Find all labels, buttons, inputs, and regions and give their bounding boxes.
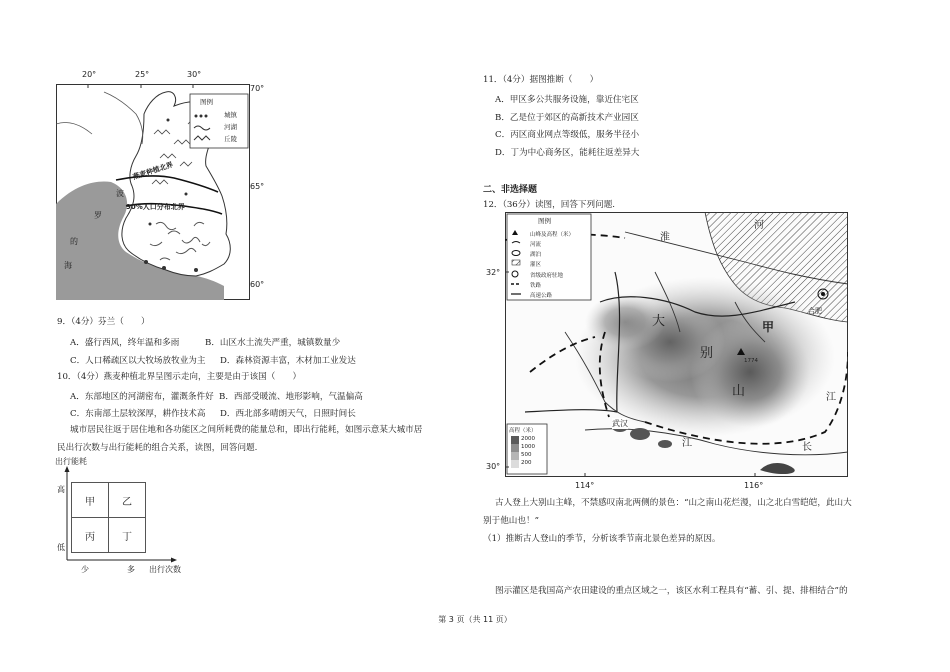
passage2-line1: 古人登上大别山主峰，不禁感叹南北两侧的景色：“山之南山花烂漫，山之北白雪皑皑，此山大 (495, 498, 852, 508)
dabie-legend-lake: 湖泊 (530, 252, 542, 258)
lat-label-60: 60° (250, 280, 265, 289)
q10-option-b: B．西部受暖流、地形影响，气温偏高 (219, 392, 363, 402)
dabie-legend-river: 河流 (530, 242, 542, 248)
elev-200: 200 (521, 460, 532, 466)
dabie-map-graphic (505, 212, 848, 477)
q9-stem: 9．（4分）芬兰（ ） (57, 317, 150, 327)
energy-chart-x-many: 多 (127, 565, 135, 574)
label-huai: 淮 (660, 232, 670, 243)
dabie-legend-railway: 铁路 (530, 283, 542, 289)
dabie-lat-bottom: 30° (486, 462, 501, 471)
section-title: 二、非选择题 (483, 185, 538, 195)
finland-map (50, 70, 275, 302)
lon-label-20: 20° (82, 70, 97, 79)
passage1-line2: 民出行次数与出行能耗的组合关系，读图，回答问题. (57, 443, 258, 453)
energy-chart-y-low: 低 (57, 543, 65, 552)
q11-option-c: C．丙区商业网点等级低，服务半径小 (495, 130, 640, 140)
legend-title: 图例 (200, 98, 213, 106)
dabie-lon-right: 116° (744, 481, 764, 490)
label-jiang: 江 (826, 392, 836, 403)
cell-yi: 乙 (108, 482, 146, 518)
sea-char-1: 波 (116, 189, 124, 198)
page-footer: 第 3 页（共 11 页） (438, 615, 512, 624)
q10-stem: 10．（4分）燕麦种植北界呈图示走向，主要是由于该国（ ） (57, 372, 302, 382)
lon-label-25: 25° (135, 70, 150, 79)
label-wuhan: 武汉 (612, 419, 628, 428)
legend-item-lake: 河湖 (224, 123, 237, 131)
dabie-legend-capital: 省级政府驻地 (530, 273, 564, 279)
passage2-q1: （1）推断古人登山的季节，分析该季节南北景色差异的原因。 (483, 534, 721, 544)
dabie-legend-irrigation: 灌区 (530, 262, 542, 268)
dabie-peak-elev: 1774 (744, 358, 758, 364)
elev-1000: 1000 (521, 444, 535, 450)
finland-map-graphic (56, 84, 250, 300)
passage1-line1: 城市居民往返于居住地和各功能区之间所耗费的能量总和，即出行能耗，如图示意某大城市居 (70, 425, 423, 435)
label-chang: 长 (802, 442, 812, 453)
q12-stem: 12．（36分）读图，回答下列问题. (483, 200, 616, 210)
q11-option-a: A．甲区多公共服务设施，靠近住宅区 (495, 95, 639, 105)
label-shan: 山 (732, 384, 746, 399)
legend-item-town: 城镇 (224, 111, 237, 119)
cell-ding: 丁 (108, 517, 146, 553)
label-jia: 甲 (762, 320, 775, 334)
q11-option-d: D．丁为中心商务区，能耗往返差异大 (495, 148, 640, 158)
label-jiang-2: 江 (682, 438, 692, 449)
q9-option-b: B．山区水土流失严重，城镇数量少 (205, 338, 341, 348)
elev-500: 500 (521, 452, 532, 458)
sea-char-3: 的 (70, 237, 78, 246)
q11-option-b: B．乙是位于郊区的高新技术产业园区 (495, 113, 639, 123)
label-hefei: 合肥 (808, 307, 822, 315)
dabie-lon-left: 114° (575, 481, 595, 490)
dabie-lat-top: 32° (486, 268, 501, 277)
q10-option-c: C．东南部土层较深厚，耕作技术高 (70, 409, 206, 419)
label-he: 河 (754, 220, 764, 231)
oat-line-label: 燕麦种植北界 (131, 160, 175, 182)
energy-chart-ylabel: 出行能耗 (55, 457, 87, 466)
q10-option-d: D．西北部多晴朗天气，日照时间长 (220, 409, 356, 419)
dabie-map (470, 212, 855, 497)
cell-bing: 丙 (71, 517, 109, 553)
label-da: 大 (652, 314, 666, 329)
q9-option-d: D．森林资源丰富，木材加工业发达 (220, 356, 356, 366)
label-bie: 别 (700, 346, 714, 361)
q11-stem: 11．（4分）据图推断（ ） (483, 75, 599, 85)
energy-chart-x-few: 少 (81, 565, 89, 574)
cell-jia: 甲 (71, 482, 109, 518)
dabie-legend-highway: 高速公路 (530, 293, 553, 299)
energy-chart-xlabel: 出行次数 (149, 565, 181, 574)
q9-option-c: C．人口稀疏区以大牧场放牧业为主 (70, 356, 206, 366)
legend-item-hill: 丘陵 (224, 135, 237, 143)
lon-label-30: 30° (187, 70, 202, 79)
sea-char-4: 海 (64, 261, 72, 270)
energy-chart (55, 456, 225, 576)
q9-option-a: A．盛行西风，终年温和多雨 (70, 338, 180, 348)
dabie-legend-title: 图例 (538, 217, 551, 225)
passage2-line2: 别于他山也！” (483, 516, 539, 526)
passage2-line3: 图示灌区是我国高产农田建设的重点区域之一，该区水利工程具有“蓄、引、提、排相结合”的 (495, 586, 848, 596)
sea-char-2: 罗 (94, 211, 102, 220)
elev-2000: 2000 (521, 436, 535, 442)
energy-chart-y-high: 高 (57, 485, 65, 494)
q10-option-a: A．东部地区的河湖密布，灌溉条件好 (70, 392, 214, 402)
lat-label-65: 65° (250, 182, 265, 191)
dabie-legend-peak: 山峰及高程（米） (530, 232, 575, 238)
elev-legend-title: 高程（米） (509, 428, 537, 434)
population-line-label: 90%人口分布北界 (126, 203, 185, 211)
lat-label-70: 70° (250, 84, 265, 93)
